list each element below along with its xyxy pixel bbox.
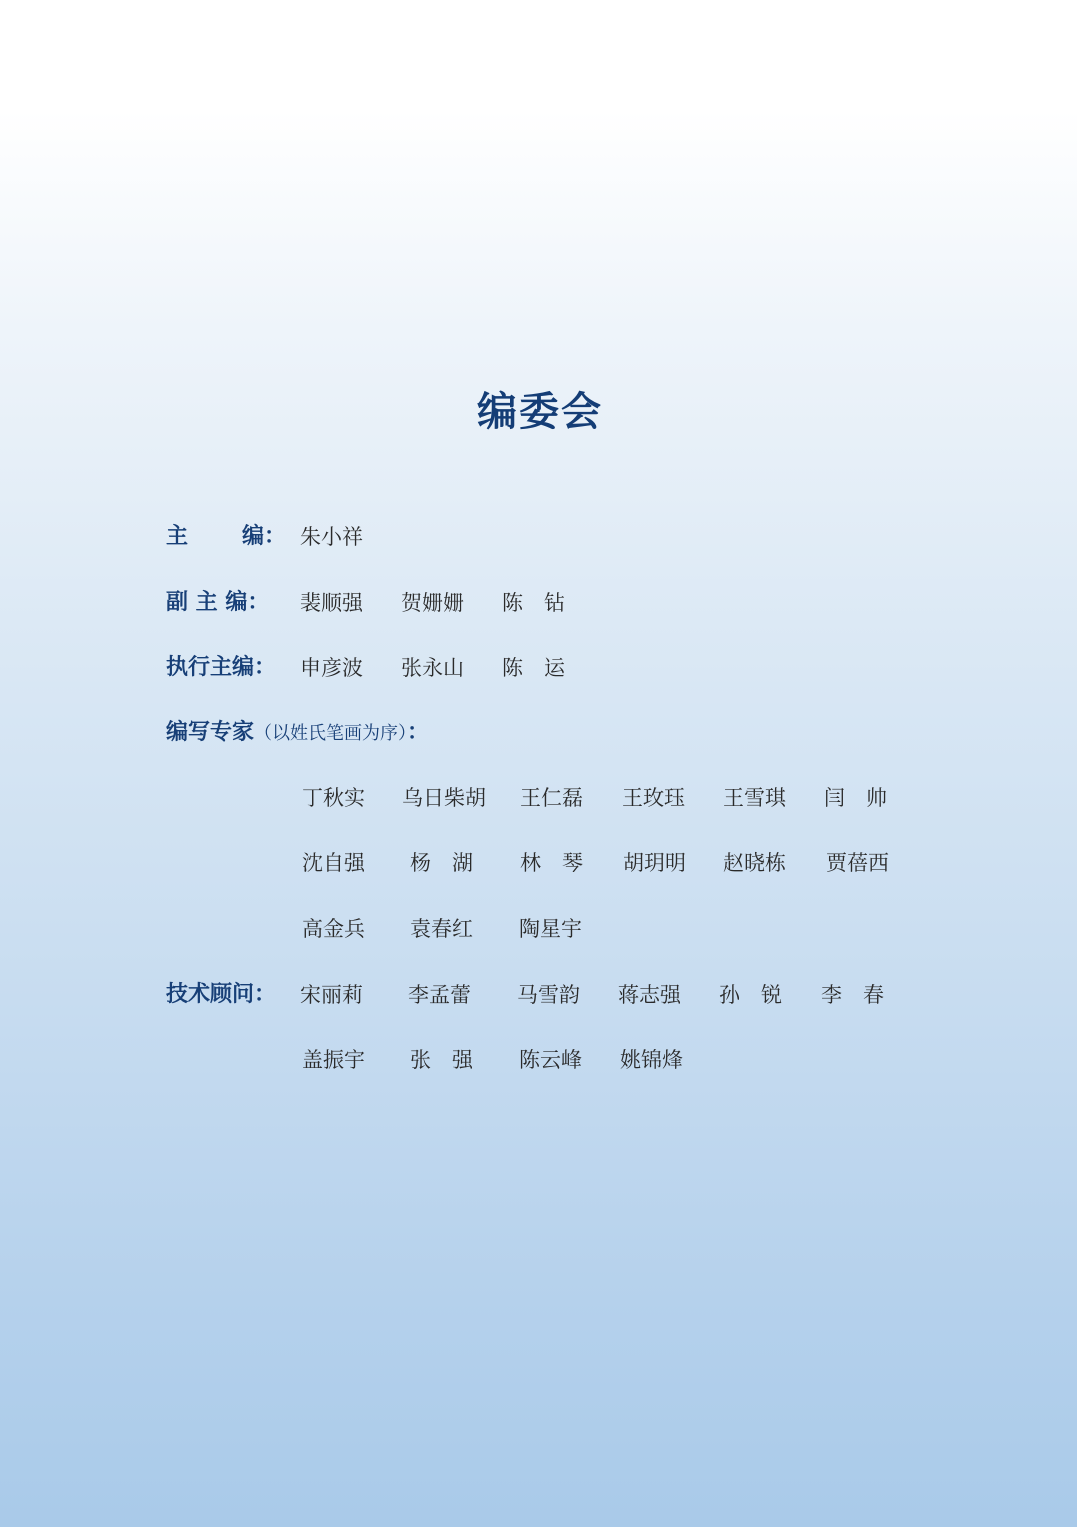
- executive-editor-name: 申彦波: [300, 656, 363, 680]
- deputy-editor-name: 陈 钻: [502, 591, 565, 615]
- expert-name: 陶星宇: [519, 917, 582, 941]
- expert-name: 赵晓栋: [723, 851, 786, 875]
- expert-name: 沈自强: [302, 851, 365, 875]
- expert-name: 高金兵: [302, 917, 365, 941]
- experts-label: [166, 718, 429, 749]
- advisor-name: 李 春: [821, 983, 884, 1007]
- experts-label-text: 编写专家: [166, 720, 255, 745]
- expert-name: 丁秋实: [302, 786, 365, 810]
- experts-sort-note: （以姓氏笔画为序）: [254, 723, 408, 744]
- expert-name: 贾蓓西: [826, 851, 889, 875]
- advisor-name: 张 强: [410, 1048, 473, 1072]
- advisors-label: 技术顾问：: [166, 982, 277, 1007]
- expert-name: 王雪琪: [723, 786, 786, 810]
- page-title: 编委会: [477, 388, 603, 435]
- deputy-editor-name: 裴顺强: [300, 591, 363, 615]
- expert-name: 乌日柴胡: [402, 786, 486, 810]
- deputy-editor-name: 贺姗姗: [401, 591, 464, 615]
- expert-name: 袁春红: [410, 917, 473, 941]
- advisor-name: 李孟蕾: [408, 983, 471, 1007]
- chief-editor-name: 朱小祥: [300, 525, 363, 549]
- expert-name: 林 琴: [520, 851, 583, 875]
- expert-name: 胡玥明: [623, 851, 686, 875]
- advisor-name: 盖振宇: [302, 1048, 365, 1072]
- advisor-name: 孙 锐: [719, 983, 782, 1007]
- advisor-name: 姚锦烽: [620, 1048, 683, 1072]
- executive-editor-name: 张永山: [401, 656, 464, 680]
- advisor-name: 马雪韵: [517, 983, 580, 1007]
- deputy-editor-label: 副 主 编：: [166, 590, 270, 615]
- executive-editor-name: 陈 运: [502, 656, 565, 680]
- executive-editor-label: 执行主编：: [166, 655, 277, 680]
- expert-name: 闫 帅: [824, 786, 887, 810]
- experts-label-colon: ：: [407, 720, 430, 745]
- advisor-name: 宋丽莉: [300, 983, 363, 1007]
- chief-editor-label-left: 主: [166, 524, 189, 549]
- expert-name: 王仁磊: [520, 786, 583, 810]
- chief-editor-label-right: 编：: [242, 524, 287, 549]
- expert-name: 杨 湖: [410, 851, 473, 875]
- advisor-name: 陈云峰: [519, 1048, 582, 1072]
- expert-name: 王玫珏: [622, 786, 685, 810]
- advisor-name: 蒋志强: [618, 983, 681, 1007]
